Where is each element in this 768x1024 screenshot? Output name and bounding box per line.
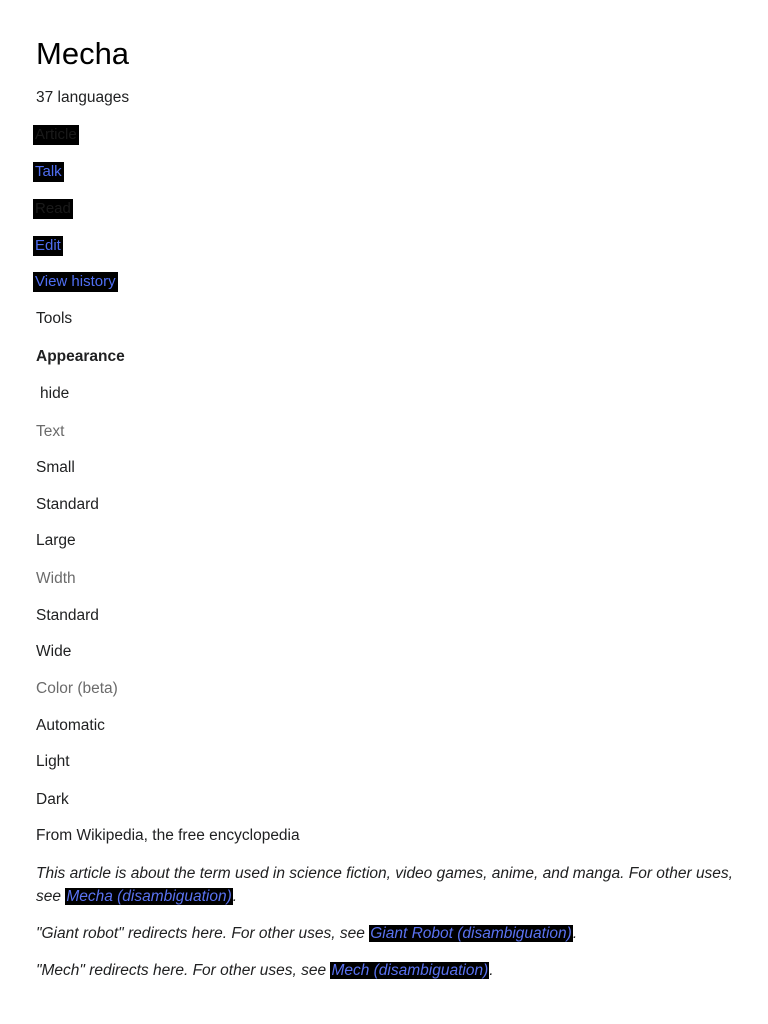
hatnote-suffix: .: [489, 962, 494, 979]
hatnote: [36, 922, 736, 945]
text-size-small-option[interactable]: Small: [36, 459, 75, 476]
disambiguation-link[interactable]: Giant Robot (disambiguation): [370, 925, 572, 942]
text-size-label: Text: [36, 423, 65, 440]
disambiguation-link[interactable]: Mecha (disambiguation): [66, 888, 232, 905]
page-title: Mecha: [36, 36, 130, 71]
tab-edit[interactable]: Edit: [35, 237, 61, 254]
disambiguation-link[interactable]: Mech (disambiguation): [331, 962, 489, 979]
hatnote: [36, 862, 736, 908]
color-label: Color (beta): [36, 680, 118, 697]
tab-article[interactable]: Article: [35, 126, 77, 143]
color-automatic-option[interactable]: Automatic: [36, 717, 105, 734]
tab-read[interactable]: Read: [35, 200, 71, 217]
tab-talk[interactable]: Talk: [35, 163, 62, 180]
tools-menu[interactable]: Tools: [36, 310, 73, 327]
hatnote: [36, 959, 736, 982]
language-selector[interactable]: 37 languages: [36, 89, 130, 106]
tab-view-history[interactable]: View history: [35, 273, 116, 290]
hatnote-text: This article is about the term used in science fiction, video games, anime, and manga. For other uses, see: [36, 865, 733, 905]
hatnote-suffix: .: [232, 888, 238, 905]
width-wide-option[interactable]: Wide: [36, 643, 72, 660]
color-light-option[interactable]: Light: [36, 753, 70, 770]
hatnote-text: "Mech" redirects here. For other uses, see: [36, 962, 331, 979]
color-dark-option[interactable]: Dark: [36, 791, 69, 808]
width-standard-option[interactable]: Standard: [36, 607, 99, 624]
text-size-standard-option[interactable]: Standard: [36, 496, 99, 513]
text-size-large-option[interactable]: Large: [36, 532, 76, 549]
site-tagline: From Wikipedia, the free encyclopedia: [36, 827, 300, 844]
hatnote-suffix: .: [572, 925, 578, 942]
appearance-heading: Appearance: [36, 348, 125, 365]
width-label: Width: [36, 570, 76, 587]
hide-appearance-button[interactable]: hide: [40, 385, 70, 402]
hatnote-text: "Giant robot" redirects here. For other uses, see: [36, 925, 370, 942]
